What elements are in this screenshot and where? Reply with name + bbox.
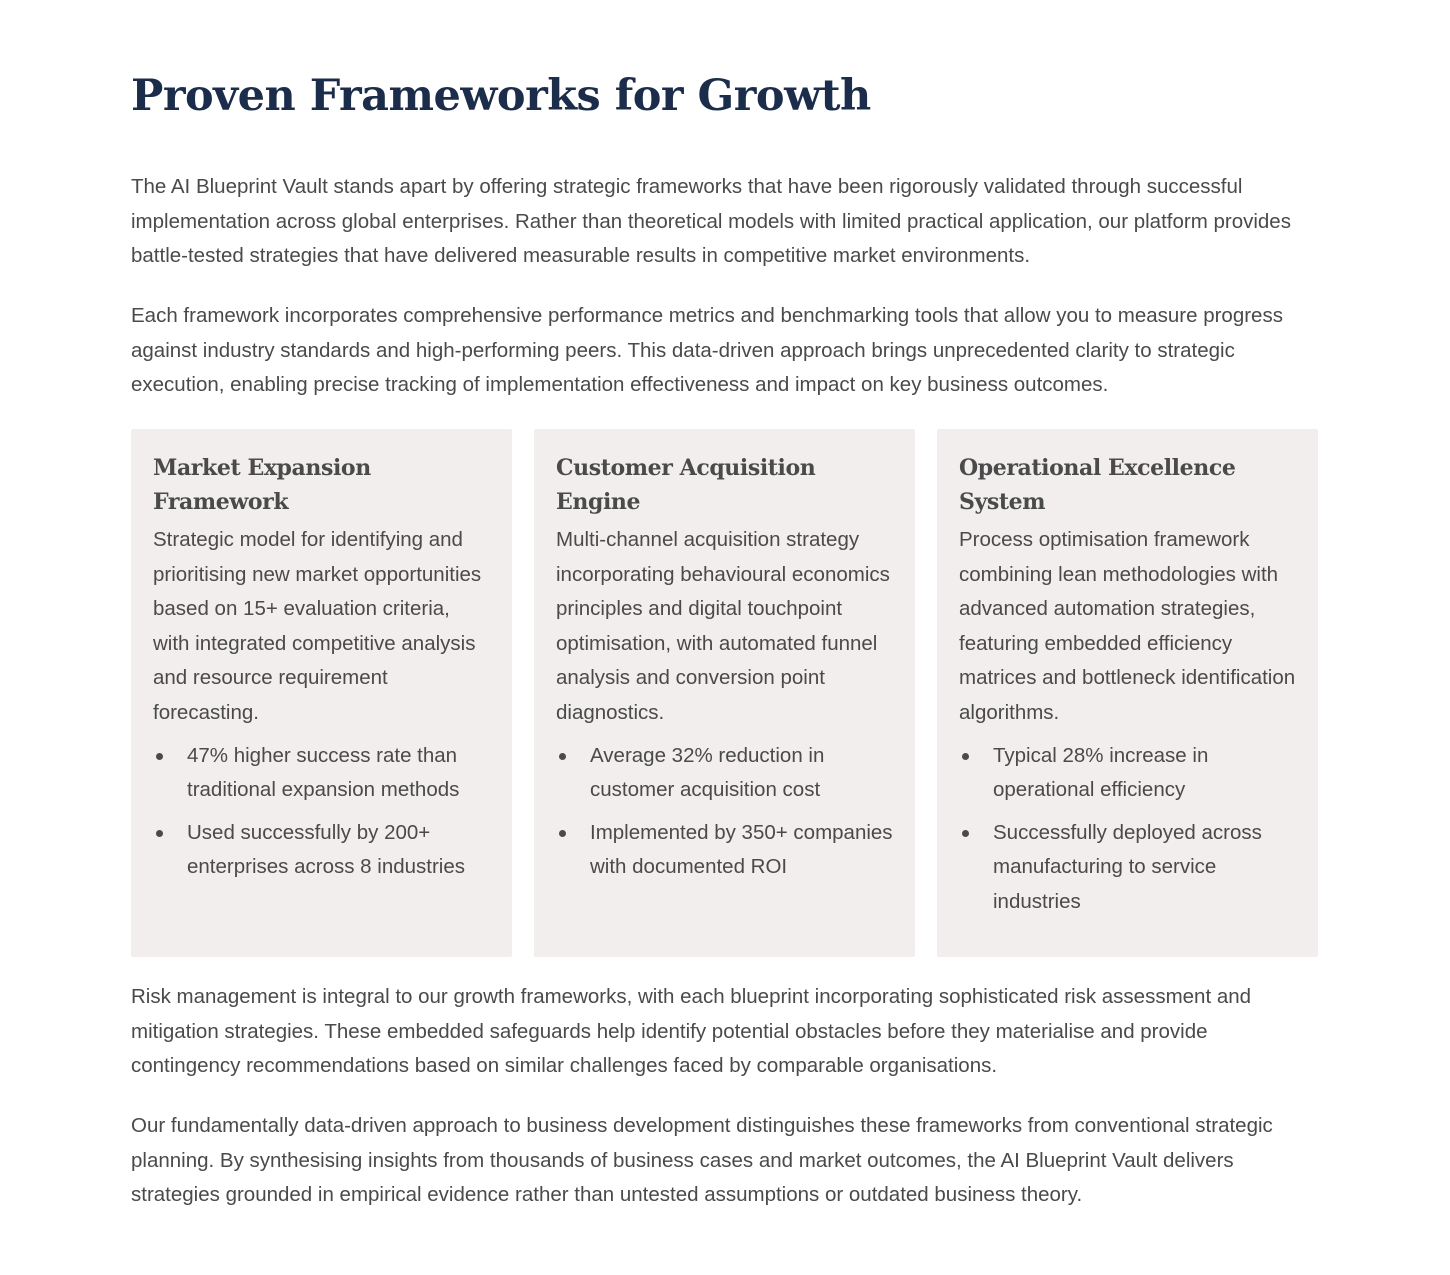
list-item [959,816,1296,920]
closing-paragraph-1: Risk management is integral to our growth frameworks, with each blueprint incorporating sophisticated risk assessment and mitigation strategies. These embedded safeguards help identify potential obstacles before they materialise and provide contingency recommendations based on similar challenges faced by comparable organisations. [131,985,1252,1078]
closing-paragraph-2: Our fundamentally data-driven approach to business development distinguishes these frameworks from conventional strategic planning. By synthesising insights from thousands of business cases and market outcomes, the AI Blueprint Vault delivers strategies grounded in empirical evidence rather than untested assumptions or outdated business theory. [131,1114,1273,1207]
framework-card-description: Process optimisation framework combining lean methodologies with advanced automation strategies, featuring embedded efficiency matrices and bottleneck identification algorithms. [959,528,1296,724]
list-item-text: Average 32% reduction in customer acquisition cost [590,743,825,802]
list-item [959,739,1296,808]
bullet-icon [559,753,566,760]
framework-card-market-expansion [131,429,512,957]
bullet-icon [156,753,163,760]
page-title: Proven Frameworks for Growth [131,71,871,121]
intro-paragraph-2: Each framework incorporates comprehensive performance metrics and benchmarking tools that allow you to measure progress against industry standards and high-performing peers. This data-driven approach brings unprecedented clarity to strategic execution, enabling precise tracking of implementation effectiveness and impact on key business outcomes. [131,304,1283,397]
framework-card-title: Operational Excellence System [959,455,1236,515]
framework-card-highlights [959,739,1296,920]
framework-card-highlights [556,739,893,885]
framework-cards [131,429,1320,957]
framework-card-customer-acquisition [534,429,915,957]
framework-card-description: Multi-channel acquisition strategy incorporating behavioural economics principles and digital touchpoint optimisation, with automated funnel analysis and conversion point diagnostics. [556,528,890,724]
list-item-text: Successfully deployed across manufacturing to service industries [993,820,1262,913]
bullet-icon [962,830,969,837]
framework-card-title: Market Expansion Framework [153,455,371,515]
list-item-text: Used successfully by 200+ enterprises across 8 industries [187,820,466,879]
list-item-text: Implemented by 350+ companies with documented ROI [590,820,893,879]
list-item [556,816,893,885]
list-item-text: Typical 28% increase in operational efficiency [993,743,1209,802]
framework-card-title: Customer Acquisition Engine [556,455,816,515]
framework-card-description: Strategic model for identifying and prioritising new market opportunities based on 15+ evaluation criteria, with integrated competitive analysis and resource requirement forecasting. [153,528,482,724]
bullet-icon [962,753,969,760]
list-item-text: 47% higher success rate than traditional expansion methods [187,743,460,802]
bullet-icon [559,830,566,837]
framework-card-highlights [153,739,490,885]
intro-paragraph-1: The AI Blueprint Vault stands apart by offering strategic frameworks that have been rigorously validated through successful implementation across global enterprises. Rather than theoretical models with limited practical application, our platform provides battle-tested strategies that have delivered measurable results in competitive market environments. [131,175,1291,268]
list-item [153,739,490,808]
list-item [556,739,893,808]
framework-card-operational-excellence [937,429,1318,957]
list-item [153,816,490,885]
bullet-icon [156,830,163,837]
